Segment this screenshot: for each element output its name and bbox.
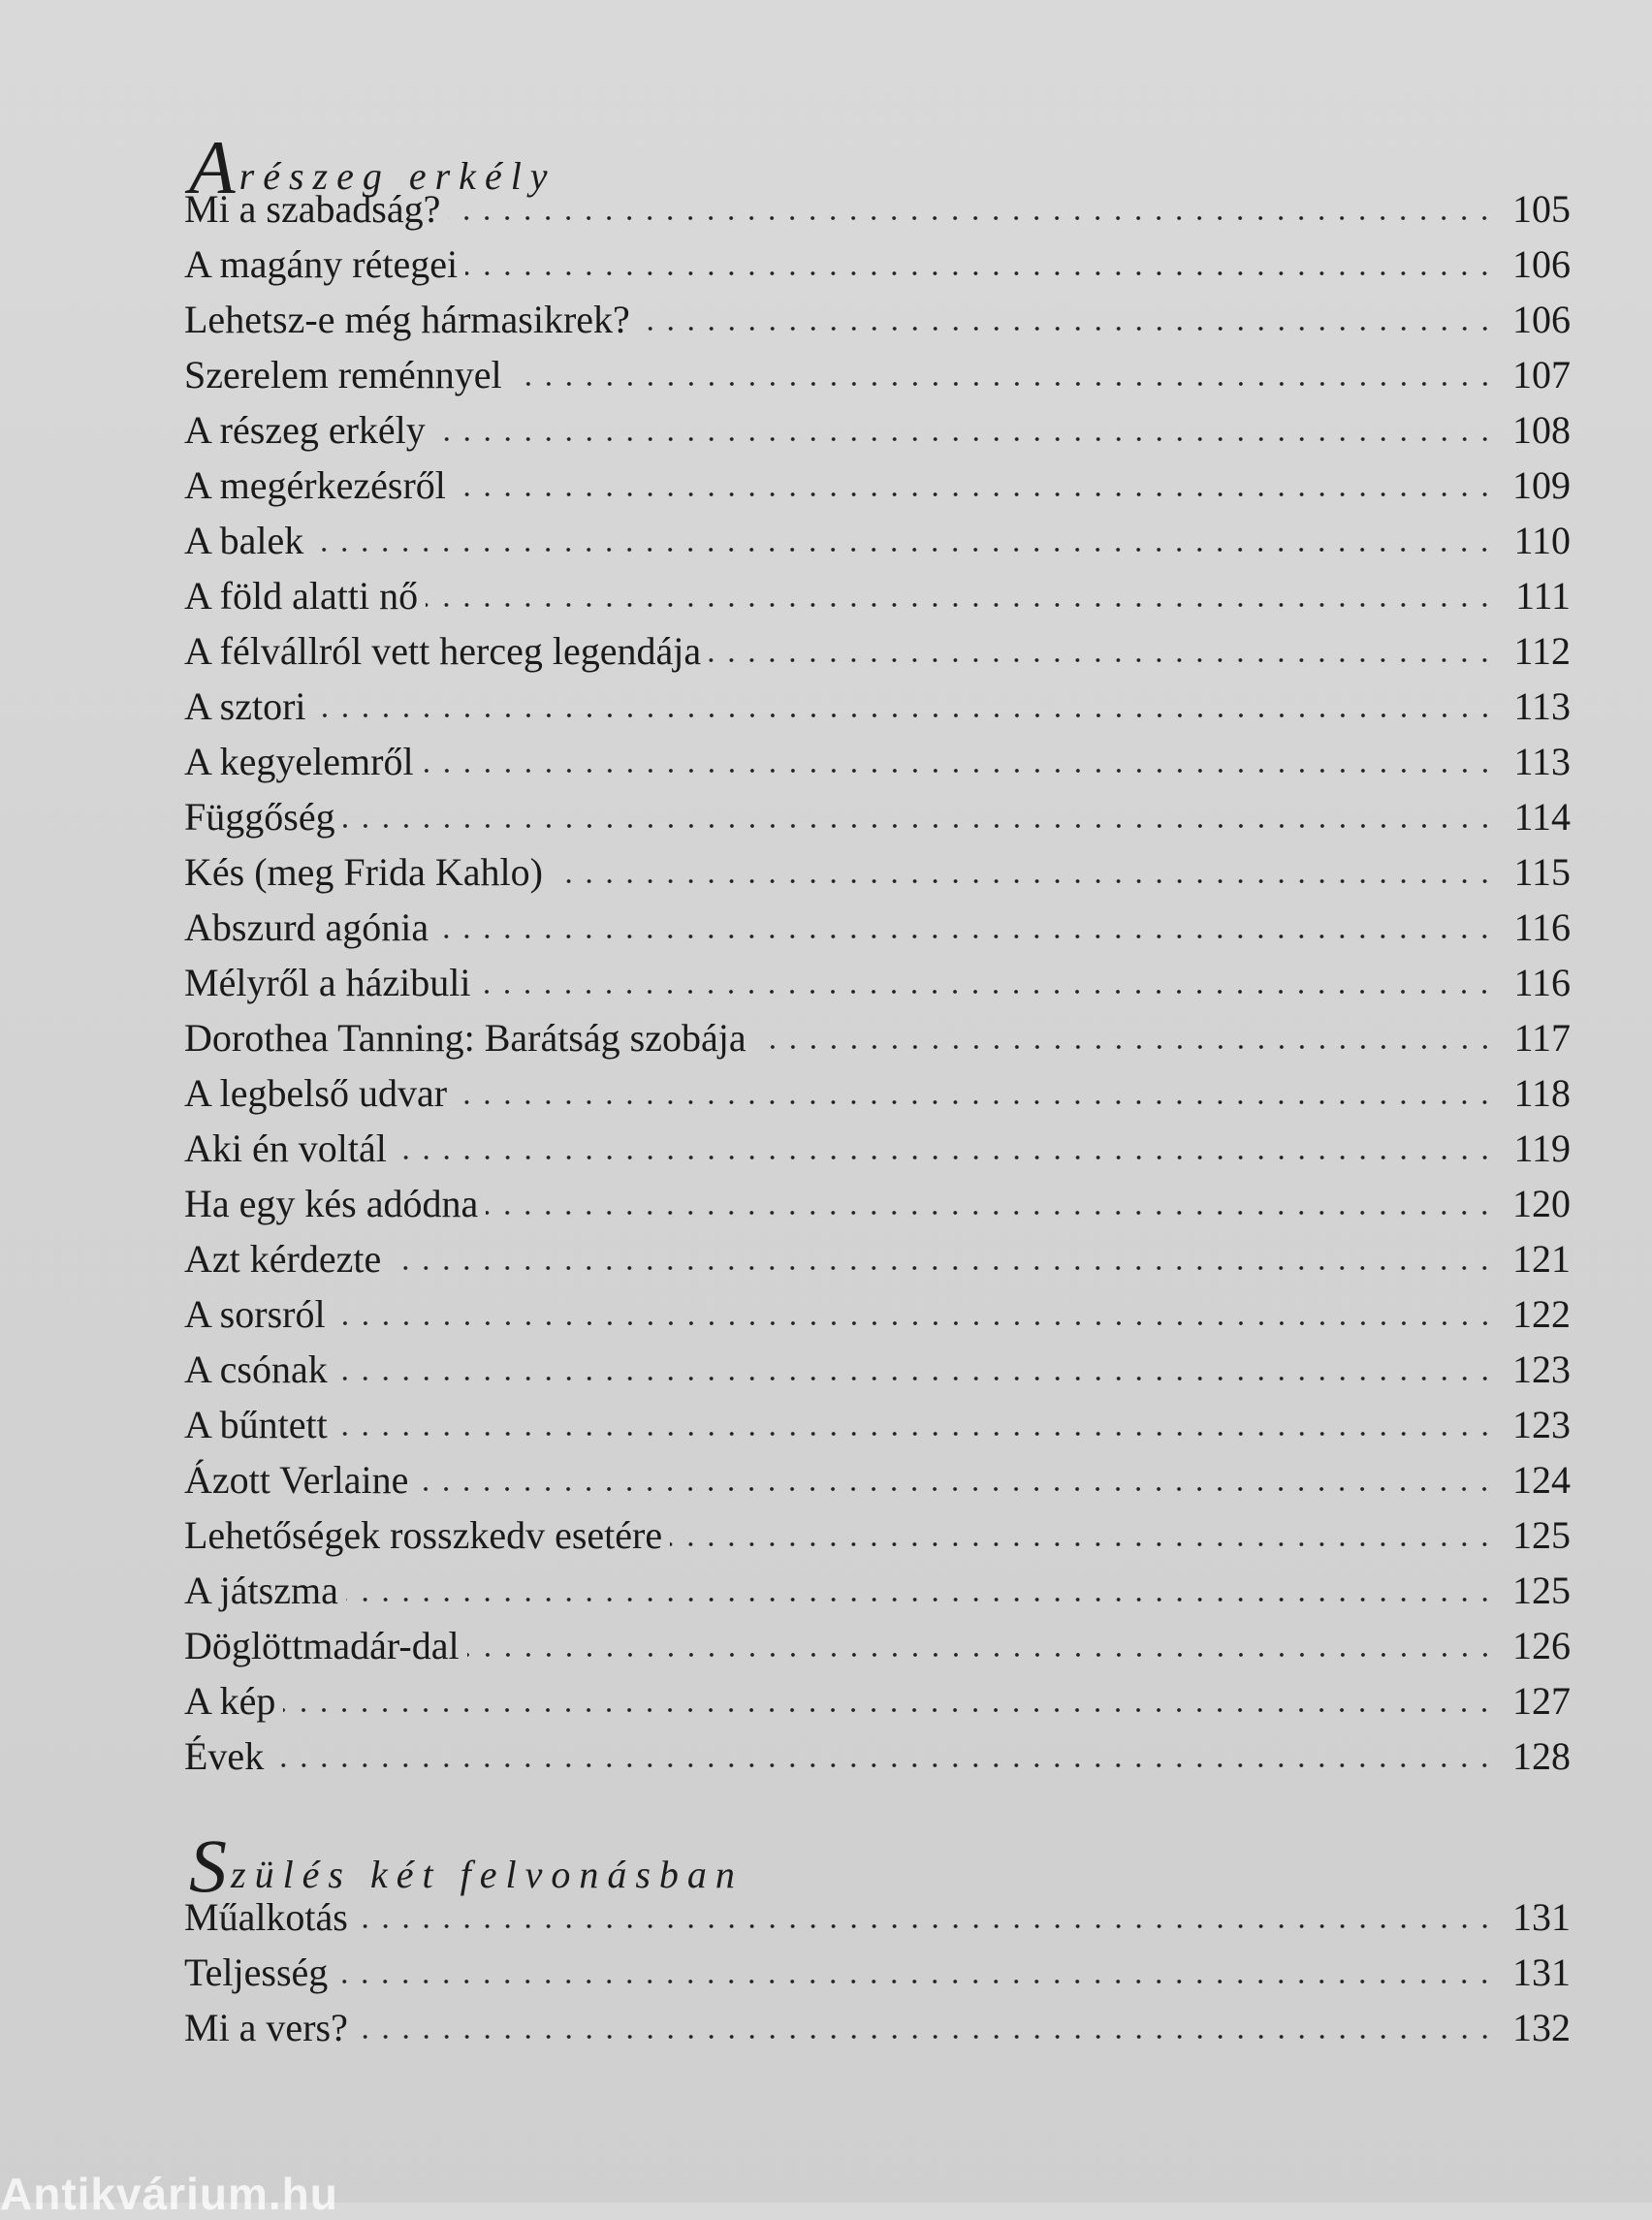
dot-leader [448, 213, 1495, 223]
toc-list-section-2 [184, 1889, 1571, 2055]
toc-entry [184, 1231, 1571, 1286]
toc-entry-title: A kegyelemről [184, 740, 414, 783]
toc-entry-title: Aki én voltál [184, 1126, 387, 1170]
toc-entry [184, 1342, 1571, 1397]
toc-entry [184, 458, 1571, 513]
toc-entry-title: A megérkezésről [184, 463, 446, 507]
dot-leader [283, 1705, 1495, 1715]
dot-leader [551, 876, 1495, 886]
watermark: Antikvárium.hu [0, 2169, 338, 2219]
toc-entry-page-number: 118 [1513, 1071, 1571, 1115]
toc-entry-page-number: 111 [1514, 574, 1571, 618]
toc-entry [184, 1673, 1571, 1728]
toc-entry-title: Teljesség [184, 1950, 329, 1994]
toc-entry-page-number: 119 [1513, 1126, 1571, 1170]
dot-leader [465, 269, 1495, 278]
toc-entry-title: A bűntett [184, 1403, 328, 1446]
dot-leader [314, 711, 1495, 720]
dot-leader [335, 1429, 1495, 1439]
dot-leader [422, 766, 1495, 776]
toc-entry [184, 347, 1571, 402]
toc-entry [184, 1176, 1571, 1231]
toc-entry-title: Szerelem reménnyel [184, 353, 502, 396]
dot-leader [433, 434, 1495, 444]
toc-entry-page-number: 112 [1513, 629, 1571, 673]
toc-entry-title: Ha egy kés adódna [184, 1182, 479, 1225]
toc-entry [184, 1618, 1571, 1673]
toc-entry-title: Dorothea Tanning: Barátság szobája [184, 1016, 747, 1060]
toc-entry-title: A játszma [184, 1569, 338, 1612]
dot-leader [467, 1650, 1495, 1660]
toc-entry-page-number: 105 [1512, 187, 1571, 231]
toc-entry-page-number: 125 [1512, 1569, 1571, 1612]
toc-entry-title: Kés (meg Frida Kahlo) [184, 850, 543, 894]
toc-entry [184, 1010, 1571, 1065]
toc-entry-title: Azt kérdezte [184, 1237, 382, 1281]
toc-entry [184, 789, 1571, 844]
dot-leader [670, 1539, 1495, 1549]
dot-leader [486, 1208, 1495, 1218]
toc-entry-page-number: 131 [1512, 1950, 1571, 1994]
toc-entry-title: Műalkotás [184, 1895, 348, 1939]
dot-leader [335, 1374, 1495, 1383]
toc-entry-page-number: 113 [1513, 740, 1571, 783]
toc-entry-page-number: 123 [1512, 1348, 1571, 1391]
toc-entry-page-number: 106 [1512, 298, 1571, 341]
toc-entry-page-number: 106 [1512, 242, 1571, 286]
dot-leader [356, 2032, 1495, 2042]
toc-entry-title: A csónak [184, 1348, 328, 1391]
toc-entry [184, 237, 1571, 292]
toc-entry [184, 2000, 1571, 2055]
toc-entry-title: Abszurd agónia [184, 905, 429, 949]
toc-entry-page-number: 116 [1513, 905, 1571, 949]
toc-entry-title: A legbelső udvar [184, 1071, 448, 1115]
toc-entry-title: A sorsról [184, 1292, 326, 1336]
toc-entry [184, 1065, 1571, 1121]
toc-entry-title: Évek [184, 1734, 265, 1778]
toc-entry-page-number: 109 [1512, 463, 1571, 507]
toc-entry-page-number: 113 [1513, 684, 1571, 728]
toc-entry [184, 1452, 1571, 1507]
toc-entry [184, 844, 1571, 900]
toc-entry-title: Döglöttmadár-dal [184, 1624, 460, 1667]
toc-entry-title: Függőség [184, 795, 335, 839]
toc-entry-page-number: 108 [1512, 408, 1571, 452]
toc-entry-page-number: 123 [1512, 1403, 1571, 1446]
dot-leader [426, 600, 1495, 610]
toc-entry-page-number: 132 [1512, 2006, 1571, 2049]
toc-entry-page-number: 124 [1512, 1458, 1571, 1502]
toc-entry-page-number: 117 [1513, 1016, 1571, 1060]
toc-entry [184, 1728, 1571, 1784]
toc-entry-page-number: 114 [1513, 795, 1571, 839]
section-heading-text: zülés két felvonásban [231, 1853, 744, 1896]
toc-entry-title: Mélyről a házibuli [184, 961, 471, 1004]
toc-entry [184, 1563, 1571, 1618]
toc-entry [184, 1121, 1571, 1176]
toc-entry [184, 181, 1571, 237]
toc-entry-page-number: 121 [1512, 1237, 1571, 1281]
toc-entry-page-number: 126 [1512, 1624, 1571, 1667]
toc-list-section-1 [184, 181, 1571, 1784]
toc-entry [184, 955, 1571, 1010]
dot-leader [709, 655, 1495, 665]
toc-entry-page-number: 120 [1512, 1182, 1571, 1225]
toc-entry [184, 1889, 1571, 1945]
toc-entry-page-number: 127 [1512, 1679, 1571, 1723]
toc-entry [184, 1286, 1571, 1342]
toc-entry-title: A félvállról vett herceg legendája [184, 629, 702, 673]
toc-entry-title: A föld alatti nő [184, 574, 419, 618]
toc-entry [184, 292, 1571, 347]
toc-entry-title: Mi a szabadság? [184, 187, 441, 231]
toc-entry-page-number: 115 [1513, 850, 1571, 894]
toc-entry [184, 679, 1571, 734]
dot-leader [510, 379, 1495, 389]
toc-entry [184, 513, 1571, 568]
toc-entry-title: A magány rétegei [184, 242, 459, 286]
toc-entry-title: A részeg erkély [184, 408, 426, 452]
toc-entry-page-number: 125 [1512, 1513, 1571, 1557]
dot-leader [346, 1595, 1495, 1604]
toc-entry-page-number: 116 [1513, 961, 1571, 1004]
toc-entry-title: Mi a vers? [184, 2006, 348, 2049]
toc-entry [184, 1507, 1571, 1563]
toc-entry [184, 402, 1571, 458]
dot-leader [638, 324, 1495, 333]
dot-leader [271, 1760, 1495, 1770]
toc-entry-title: Ázott Verlaine [184, 1458, 409, 1502]
toc-entry-title: A balek [184, 519, 304, 562]
toc-entry-page-number: 122 [1512, 1292, 1571, 1336]
toc-entry-title: A sztori [184, 684, 306, 728]
toc-entry [184, 734, 1571, 789]
dot-leader [454, 490, 1495, 499]
dot-leader [334, 1318, 1495, 1328]
section-heading-initial: A [189, 125, 239, 209]
toc-entry [184, 900, 1571, 955]
toc-entry-page-number: 128 [1512, 1734, 1571, 1778]
toc-entry [184, 1397, 1571, 1452]
dot-leader [455, 1097, 1495, 1107]
section-heading-text: részeg erkély [238, 154, 556, 198]
toc-entry-page-number: 131 [1512, 1895, 1571, 1939]
toc-entry-page-number: 110 [1513, 519, 1571, 562]
dot-leader [389, 1263, 1495, 1273]
toc-entry-page-number: 107 [1512, 353, 1571, 396]
toc-entry-title: Lehetőségek rosszkedv esetére [184, 1513, 663, 1557]
dot-leader [478, 987, 1495, 997]
toc-entry [184, 1945, 1571, 2000]
toc-entry [184, 623, 1571, 679]
section-heading-initial: S [189, 1824, 231, 1908]
toc-entry [184, 568, 1571, 623]
toc-entry-title: A kép [184, 1679, 276, 1723]
dot-leader [311, 545, 1495, 555]
dot-leader [343, 821, 1495, 831]
dot-leader [754, 1042, 1495, 1052]
dot-leader [395, 1153, 1495, 1162]
dot-leader [416, 1484, 1495, 1494]
dot-leader [335, 1977, 1495, 1986]
dot-leader [356, 1921, 1495, 1931]
toc-entry-title: Lehetsz-e még hármasikrek? [184, 298, 630, 341]
dot-leader [436, 932, 1495, 941]
